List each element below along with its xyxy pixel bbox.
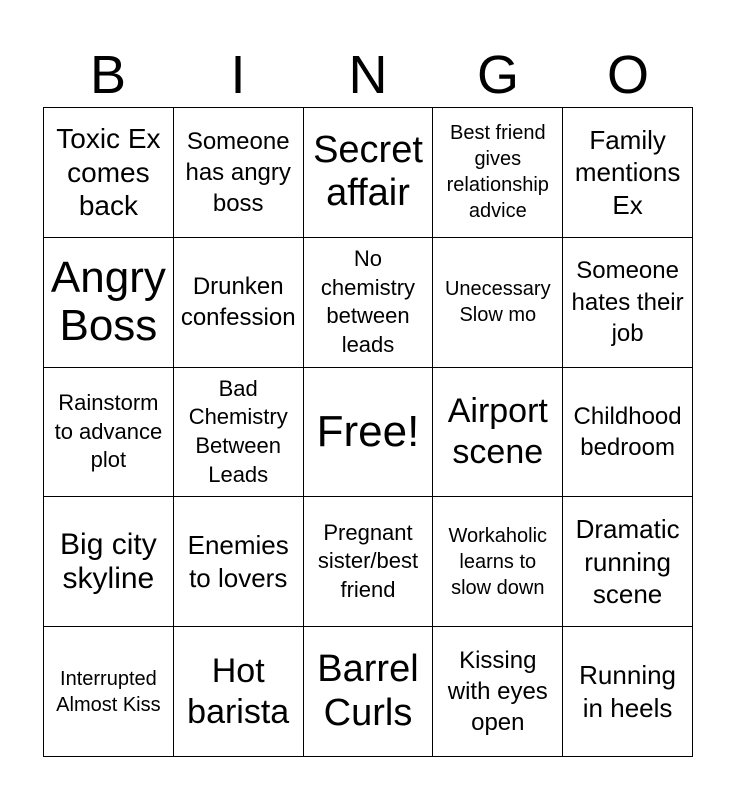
bingo-cell[interactable]: Drunken confession (174, 238, 304, 368)
bingo-cell[interactable]: Unecessary Slow mo (433, 238, 563, 368)
bingo-cell[interactable]: Kissing with eyes open (433, 627, 563, 757)
bingo-cell[interactable]: Toxic Ex comes back (44, 108, 174, 238)
bingo-cell[interactable]: Airport scene (433, 368, 563, 498)
bingo-cell[interactable]: Rainstorm to advance plot (44, 368, 174, 498)
bingo-cell[interactable]: Running in heels (563, 627, 693, 757)
bingo-cell[interactable]: Dramatic running scene (563, 497, 693, 627)
header-letter-b: B (89, 45, 127, 105)
bingo-cell[interactable]: Angry Boss (44, 238, 174, 368)
bingo-cell[interactable]: Childhood bedroom (563, 368, 693, 498)
header-letter-o: O (606, 45, 649, 105)
bingo-cell[interactable]: Workaholic learns to slow down (433, 497, 563, 627)
bingo-cell[interactable]: Pregnant sister/best friend (304, 497, 434, 627)
bingo-cell[interactable]: Secret affair (304, 108, 434, 238)
header-letter-g: G (476, 45, 519, 105)
bingo-cell[interactable]: Family mentions Ex (563, 108, 693, 238)
header-letter-i: I (230, 45, 246, 105)
header-letter-n: N (348, 45, 388, 105)
bingo-cell[interactable]: Bad Chemistry Between Leads (174, 368, 304, 498)
bingo-cell[interactable]: No chemistry between leads (304, 238, 434, 368)
bingo-cell[interactable]: Barrel Curls (304, 627, 434, 757)
bingo-cell[interactable]: Someone hates their job (563, 238, 693, 368)
bingo-cell[interactable]: Enemies to lovers (174, 497, 304, 627)
bingo-cell[interactable]: Interrupted Almost Kiss (44, 627, 174, 757)
bingo-board (43, 107, 693, 757)
bingo-header (43, 44, 693, 106)
bingo-cell[interactable]: Someone has angry boss (174, 108, 304, 238)
free-space[interactable]: Free! (304, 368, 434, 498)
bingo-cell[interactable]: Hot barista (174, 627, 304, 757)
bingo-cell[interactable]: Best friend gives relationship advice (433, 108, 563, 238)
bingo-cell[interactable]: Big city skyline (44, 497, 174, 627)
